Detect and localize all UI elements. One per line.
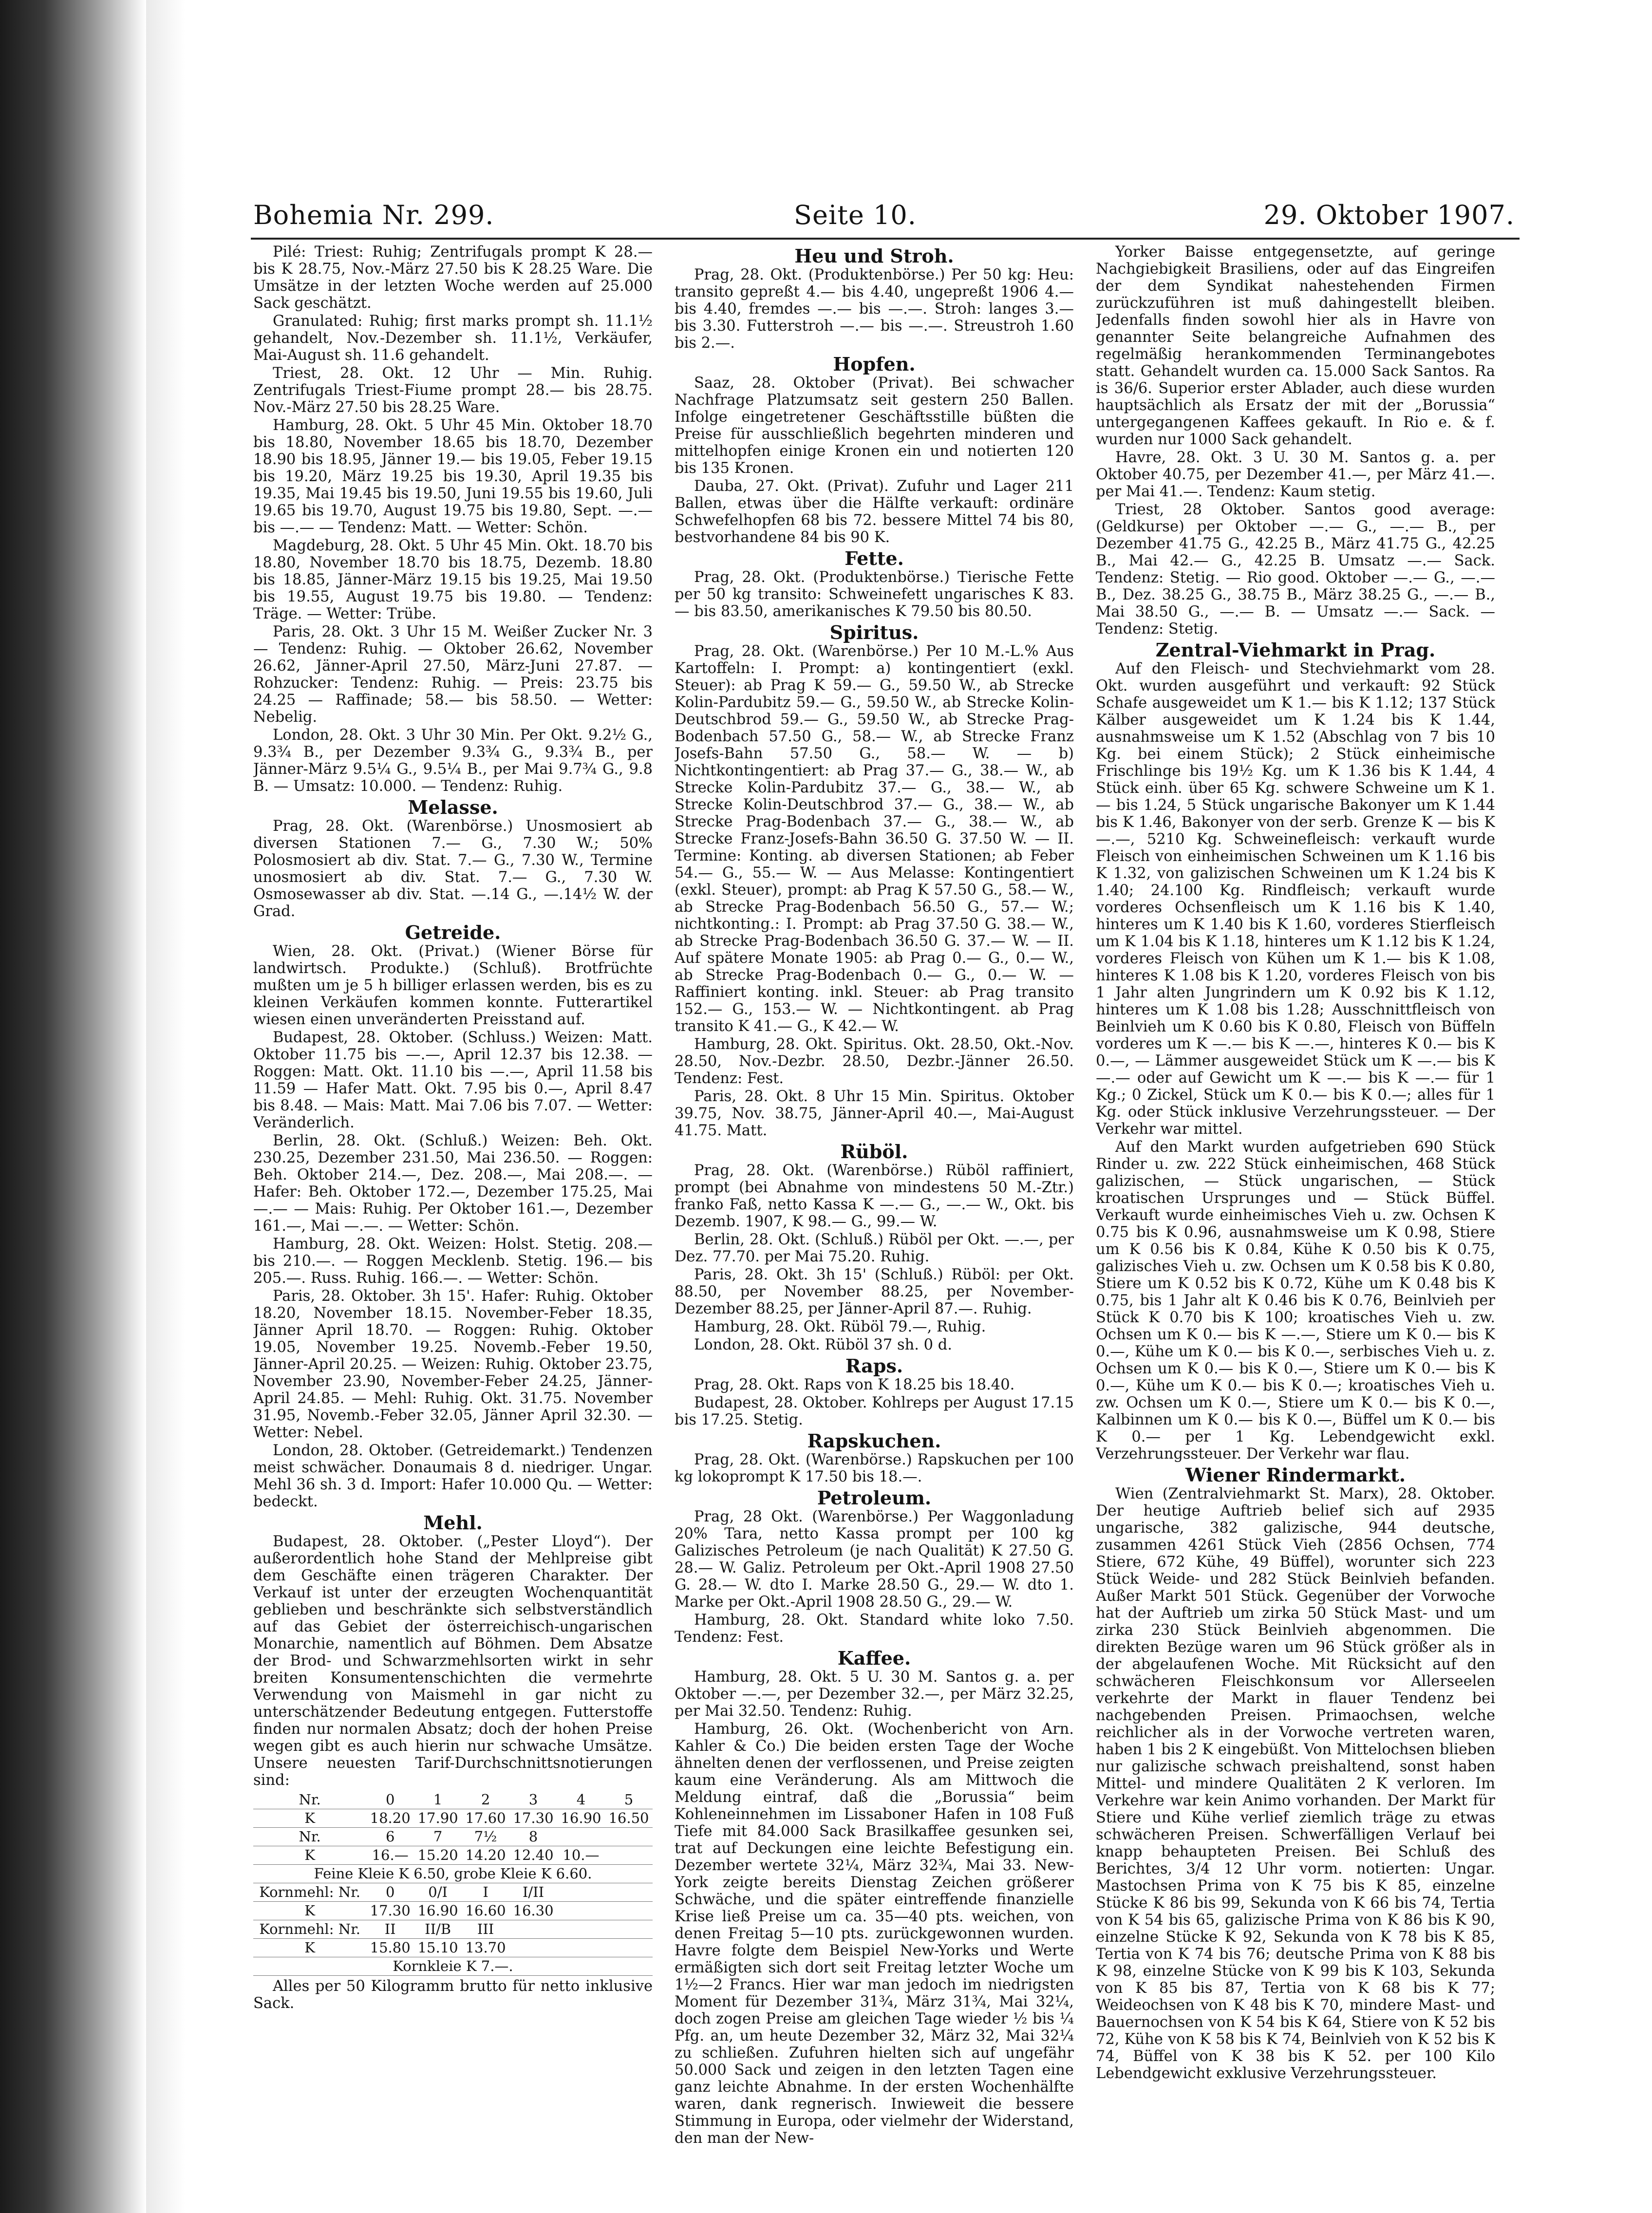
table-cell [509,1939,557,1957]
table-cell: 0 [366,1883,414,1902]
article-paragraph: Triest, 28 Oktober. Santos good average: (Geldkurse) per Oktober —.— G., —.— B., per Dezember 41.75 G., 42.25 B., März 41.75 G., 42.25 B., Mai 42.— G., 42.25 B. Umsatz —.— Sack. Tendenz: Stetig. — Rio good. Oktober —.— G., —.— B., Dez. 38.25 G., 38.75 B., März 38.25 G., —.— B., Mai 38.50 G., —.— B. — Umsatz —.— Sack. — Tendenz: Stetig. [1096,501,1495,638]
table-row [253,1791,653,1809]
section-heading: Rapskuchen. [807,1430,941,1452]
table-cell: 16.50 [605,1809,653,1828]
table-row [253,1865,653,1883]
table-cell: 12.40 [509,1846,557,1865]
article-paragraph: London, 28. Oktober. (Getreidemarkt.) Tendenzen meist schwächer. Donaumais 8 d. niedriger. Ungar. Mehl 36 sh. 3 d. Import: Hafer 10.000 Qu. — Wetter: bedeckt. [253,1442,653,1510]
section-heading: Zentral-Viehmarkt in Prag. [1155,639,1436,661]
article-paragraph: Triest, 28. Okt. 12 Uhr — Min. Ruhig. Zentrifugals Triest-Fiume prompt 28.— bis 28.75. Nov.-März 27.50 bis 28.25 Ware. [253,365,653,416]
table-cell [605,1939,653,1957]
table-cell [605,1846,653,1865]
table-cell: 5 [605,1791,653,1809]
table-cell: 1 [414,1791,462,1809]
table-cell: Kornmehl: Nr. [253,1883,366,1902]
article-paragraph: Havre, 28. Okt. 3 U. 30 M. Santos g. a. per Oktober 40.75, per Dezember 41.—, per März 41.—. per Mai 41.—. Tendenz: Kaum stetig. [1096,449,1495,500]
article-paragraph: Hamburg, 28. Okt. Standard white loko 7.50. Tendenz: Fest. [675,1612,1074,1646]
article-paragraph: Paris, 28. Okt. 8 Uhr 15 Min. Spiritus. Oktober 39.75, Nov. 38.75, Jänner-April 40.—, Mai-August 41.75. Matt. [675,1088,1074,1139]
table-cell [557,1883,605,1902]
table-cell: 14.20 [462,1846,509,1865]
table-cell: Kornkleie K 7.—. [253,1957,653,1976]
issue-number: Bohemia Nr. 299. [253,200,494,230]
table-cell: Nr. [253,1791,366,1809]
table-cell: 17.30 [509,1809,557,1828]
article-paragraph: Prag, 28. Okt. (Warenbörse.) Per 10 M.-L.% Aus Kartoffeln: I. Prompt: a) kontingentiert (exkl. Steuer): ab Prag K 59.— G., 59.50 W., ab Strecke Kolin-Pardubitz 59.— G., 59.50 W., ab Strecke Kolin-Deutschbrod 59.— G., 59.50 W., ab Strecke Prag-Bodenbach 57.50 G., 58.— W., ab Strecke Franz Josefs-Bahn 57.50 G., 58.— W. — b) Nichtkontingentiert: ab Prag 37.— G., 38.— W., ab Strecke Kolin-Pardubitz 37.— G., 38.— W., ab Strecke Kolin-Deutschbrod 37.— G., 38.— W., ab Strecke Prag-Bodenbach 37.— G., 38.— W., ab Strecke Franz-Josefs-Bahn 36.50 G. 37.50 W. — II. Termine: Konting. ab diversen Stationen; ab Feber 54.— G., 55.— W. — Aus Melasse: Kontingentiert (exkl. Steuer), prompt: ab Prag K 57.50 G., 58.— W., ab Strecke Prag-Bodenbach 56.50 G., 57.— W.; nichtkonting.: I. Prompt: ab Prag 37.50 G. 38.— W., ab Strecke Prag-Bodenbach 36.50 G. 37.— W. — II. Auf spätere Monate 1905: ab Prag 0.— G., 0.— W., ab Strecke Prag-Bodenbach 0.— G., 0.— W. — Raffiniert konting. inkl. Steuer: ab Prag transito 152.— G., 153.— W. — Nichtkontingent. ab Prag transito K 41.— G., K 42.— W. [675,643,1074,1035]
table-cell: K [253,1902,366,1920]
article-paragraph: Prag, 28. Okt. (Warenbörse.) Rapskuchen per 100 kg lokoprompt K 17.50 bis 18.—. [675,1451,1074,1485]
scan-shadow-edge [0,0,146,2213]
table-cell [605,1828,653,1846]
table-cell [557,1920,605,1939]
article-paragraph: Budapest, 28. Oktober. („Pester Lloyd“). Der außerordentlich hohe Stand der Mehlpreise gibt dem Geschäfte einen trägeren Charakter. Der Verkauf ist unter der erzeugten Wochenquantität geblieben und beschränkte sich selbstverständlich auf das Gebiet der österreichisch-ungarischen Monarchie, namentlich auf Böhmen. Dem Absatze der Brod- und Schwarzmehlsorten wirkt in sehr breiten Konsumentenschichten die vermehrte Verwendung von Maismehl in gar nicht zu unterschätzender Bedeutung entgegen. Futterstoffe finden nur normalen Absatz; doch der hohen Preise wegen gibt es auch hierin nur schwache Umsätze. Unsere neuesten Tarif-Durchschnittsnotierungen sind: [253,1533,653,1789]
table-cell: 0/I [414,1883,462,1902]
table-cell: 16.30 [509,1902,557,1920]
section-heading: Rüböl. [840,1141,908,1163]
table-cell: K [253,1809,366,1828]
column-left [253,244,653,2013]
article-paragraph: Wien (Zentralviehmarkt St. Marx), 28. Oktober. Der heutige Auftrieb belief sich auf 2935 ungarische, 382 galizische, 944 deutsche, zusammen 4261 Stück Vieh (2856 Ochsen, 774 Stiere, 672 Kühe, 49 Büffel), worunter sich 223 Stück Weide- und 282 Stück Beinlvieh befanden. Außer Markt 501 Stück. Gegenüber der Vorwoche hat der Auftrieb um zirka 50 Stück Mast- und um zirka 230 Stück Beinlvieh abgenommen. Die direkten Bezüge waren um 96 Stück größer als in der abgelaufenen Woche. Mit Rücksicht auf den schwächeren Fleischkonsum vor Allerseelen verkehrte der Markt in flauer Tendenz bei nachgebenden Preisen. Primaochsen, welche reichlicher als in der Vorwoche vertreten waren, haben 1 bis 2 K eingebüßt. Von Mittelochsen blieben nur galizische schwach preishaltend, sonst haben Mittel- und mindere Qualitäten 2 K verloren. Im Verkehre war kein Animo vorhanden. Der Markt für Stiere und Kühe verlief ziemlich träge zu etwas schwächeren Preisen. Schwerfälligen Verlauf bei knapp behaupteten Preisen. Bei Schluß des Berichtes, 3/4 12 Uhr vorm. notierten: Ungar. Mastochsen Prima von K 75 bis K 85, einzelne Stücke K 86 bis 99, Sekunda von K 66 bis 74, Tertia von K 54 bis 65, galizische Prima von K 86 bis K 90, einzelne Stücke K 92, Sekunda von K 78 bis K 85, Tertia von K 74 bis 76; deutsche Prima von K 88 bis K 98, einzelne Stücke von K 99 bis K 103, Sekunda von K 85 bis 87, Tertia von K 68 bis K 77; Weideochsen von K 48 bis K 70, mindere Mast- und Bauernochsen von K 54 bis K 64, Stiere von K 52 bis 72, Kühe von K 58 bis K 74, Beinlvieh von K 52 bis K 74, Büffel von K 38 bis K 52. per 100 Kilo Lebendgewicht exklusive Verzehrungssteuer. [1096,1485,1495,2082]
article-paragraph: Hamburg, 28. Okt. 5 Uhr 45 Min. Oktober 18.70 bis 18.80, November 18.65 bis 18.70, Dezember 18.90 bis 18.95, Jänner 19.— bis 19.05, Feber 19.15 bis 19.20, März 19.25 bis 19.30, April 19.35 bis 19.35, Mai 19.45 bis 19.50, Juni 19.55 bis 19.60, Juli 19.65 bis 19.70, August 19.75 bis 19.80, Sept. —.— bis —.— — Tendenz: Matt. — Wetter: Schön. [253,417,653,536]
table-row [253,1883,653,1902]
table-cell: 18.20 [366,1809,414,1828]
table-cell [557,1828,605,1846]
section-heading: Fette. [845,547,904,569]
article-paragraph: Hamburg, 28. Okt. Spiritus. Okt. 28.50, Okt.-Nov. 28.50, Nov.-Dezbr. 28.50, Dezbr.-Jänner 26.50. Tendenz: Fest. [675,1036,1074,1087]
table-cell: Kornmehl: Nr. [253,1920,366,1939]
section-heading: Petroleum. [817,1487,932,1509]
table-cell: 0 [366,1791,414,1809]
section-heading: Hopfen. [833,353,916,375]
table-cell [605,1920,653,1939]
table-cell: K [253,1939,366,1957]
page-number: Seite 10. [794,200,917,230]
table-row [253,1920,653,1939]
table-cell: 16.90 [557,1809,605,1828]
table-cell: 15.80 [366,1939,414,1957]
article-paragraph: Paris, 28. Oktober. 3h 15'. Hafer: Ruhig. Oktober 18.20, November 18.15. November-Feber 18.35, Jänner April 18.70. — Roggen: Ruhig. Oktober 19.05, November 19.25. Novemb.-Feber 19.50, Jänner-April 20.25. — Weizen: Ruhig. Oktober 23.75, November 23.90, November-Feber 24.25, Jänner-April 24.85. — Mehl: Ruhig. Okt. 31.75. November 31.95, Novemb.-Feber 32.05, Jänner April 32.30. — Wetter: Nebel. [253,1288,653,1441]
table-cell: 10.— [557,1846,605,1865]
table-cell: 15.10 [414,1939,462,1957]
article-paragraph: Hamburg, 28. Okt. Rüböl 79.—, Ruhig. [694,1318,986,1335]
section-heading: Mehl. [423,1512,483,1534]
header-rule [251,238,1520,240]
section-heading: Raps. [845,1355,903,1377]
table-cell: Feine Kleie K 6.50, grobe Kleie K 6.60. [253,1865,653,1883]
table-cell: 17.30 [366,1902,414,1920]
table-cell: 13.70 [462,1939,509,1957]
table-row [253,1939,653,1957]
table-cell [605,1883,653,1902]
table-row [253,1809,653,1828]
article-paragraph: Pilé: Triest: Ruhig; Zentrifugals prompt K 28.— bis K 28.75, Nov.-März 27.50 bis K 28.25 Ware. Die Umsätze in der letzten Woche werden auf 25.000 Sack geschätzt. [253,244,653,312]
article-paragraph: Hamburg, 28. Okt. Weizen: Holst. Stetig. 208.— bis 210.—. — Roggen Mecklenb. Stetig. 196.— bis 205.—. Russ. Ruhig. 166.—. — Wetter: Schön. [253,1236,653,1287]
article-paragraph: Saaz, 28. Oktober (Privat). Bei schwacher Nachfrage Platzumsatz seit gestern 250 Ballen. Infolge eingetretener Geschäftsstille büßten die Preise für ausschließlich begehrten minderen und mittelhopfen einige Kronen ein und notierten 120 bis 135 Kronen. [675,375,1074,477]
article-paragraph: Budapest, 28. Oktober. (Schluss.) Weizen: Matt. Oktober 11.75 bis —.—, April 12.37 bis 12.38. — Roggen: Matt. Okt. 11.10 bis —.—, April 11.58 bis 11.59 — Hafer Matt. Okt. 7.95 bis 0.—, April 8.47 bis 8.48. — Mais: Matt. Mai 7.06 bis 7.07. — Wetter: Veränderlich. [253,1029,653,1131]
article-paragraph: Prag, 28. Okt. Raps von K 18.25 bis 18.40. [694,1376,1015,1393]
issue-date: 29. Oktober 1907. [1263,200,1515,230]
article-paragraph: Paris, 28. Okt. 3 Uhr 15 M. Weißer Zucker Nr. 3 — Tendenz: Ruhig. — Oktober 26.62, November 26.62, Jänner-April 27.50, März-Juni 27.87. — Rohzucker: Tendenz: Ruhig. — Preis: 23.75 bis 24.25 — Raffinade; 58.— bis 58.50. — Wetter: Nebelig. [253,623,653,726]
article-paragraph: London, 28. Okt. 3 Uhr 30 Min. Per Okt. 9.2½ G., 9.3¾ B., per Dezember 9.3¾ G., 9.3¾ B., per Jänner-März 9.5¼ G., 9.5¼ B., per Mai 9.7¾ G., 9.8 B. — Umsatz: 10.000. — Tendenz: Ruhig. [253,727,653,795]
table-cell: 15.20 [414,1846,462,1865]
table-cell [605,1902,653,1920]
table-row [253,1957,653,1976]
newspaper-page [205,180,1529,2177]
article-paragraph: Hamburg, 28. Okt. 5 U. 30 M. Santos g. a. per Oktober —.—, per Dezember 32.—, per März 32.25, per Mai 32.50. Tendenz: Ruhig. [675,1669,1074,1720]
article-paragraph: Hamburg, 26. Okt. (Wochenbericht von Arn. Kahler & Co.) Die beiden ersten Tage der Woche ähnelten denen der verflossenen, und Preise zeigten kaum eine Veränderung. Als am Mittwoch die Meldung eintraf, daß die „Borussia“ beim Kohleneinnehmen im Lissaboner Hafen in 108 Fuß Tiefe mit 84.000 Sack Brasilkaffee gesunken sei, trat auf Deckungen eine leichte Befestigung ein. Dezember wertete 32¼, März 32¾, Mai 33. New-York zeigte bereits Dienstag Zeichen größerer Schwäche, und die später eintreffende finanzielle Krise ließ Preise um ca. 35—40 pts. weichen, von denen Freitag 5—10 pts. zurückgewonnen wurden. Havre folgte dem Beispiel New-Yorks und Werte ermäßigten sich dort seit Freitag letzter Woche um 1½—2 Francs. Hier war man jedoch im niedrigsten Moment für Dezember 31¾, März 31¾, Mai 32¼, doch zogen Preise am gleichen Tage wieder ½ bis ¼ Pfg. an, um heute Dezember 32, März 32, Mai 32¼ zu schließen. Zufuhren hielten sich auf ungefähr 50.000 Sack und zeigen in den letzten Tagen eine ganz leichte Abnahme. In der ersten Wochenhälfte waren, dank regnerisch. Inwieweit die bessere Stimmung in Europa, oder vielmehr der Widerstand, den man der New- [675,1721,1074,2147]
article-paragraph: London, 28. Okt. Rüböl 37 sh. 0 d. [694,1336,952,1353]
section-heading: Getreide. [405,921,501,943]
table-cell: Nr. [253,1828,366,1846]
table-cell: K [253,1846,366,1865]
article-paragraph: Dauba, 27. Okt. (Privat). Zufuhr und Lager 211 Ballen, etwas über die Hälfte verkauft: ordinäre Schwefelhopfen 68 bis 72. bessere Mittel 74 bis 80, bestvorhandene 84 bis 90 K. [675,478,1074,546]
table-cell: 16.90 [414,1902,462,1920]
table-cell: I/II [509,1883,557,1902]
article-paragraph: Prag, 28 Okt. (Warenbörse.) Per Waggonladung 20% Tara, netto Kassa prompt per 100 kg Galizisches Petroleum (je nach Qualität) K 27.50 G. 28.— W. Galiz. Petroleum per Okt.-April 1908 27.50 G. 28.— W. dto I. Marke 28.50 G., 29.— W. dto 1. Marke per Okt.-April 1908 28.50 G., 29.— W. [675,1508,1074,1611]
table-cell: III [462,1920,509,1939]
article-paragraph: Prag, 28. Okt. (Warenbörse.) Rüböl raffiniert, prompt (bei Abnahme von mindestens 50 M.-Ztr.) franko Faß, netto Kassa K —.— G., —.— W., Okt. bis Dezemb. 1907, K 98.— G., 99.— W. [675,1162,1074,1230]
table-cell: 8 [509,1828,557,1846]
table-row [253,1902,653,1920]
scan-shadow-fade [146,0,185,2213]
table-cell [557,1902,605,1920]
article-paragraph: Prag, 28. Okt. (Produktenbörse.) Per 50 kg: Heu: transito gepreßt 4.— bis 4.40, ungepreßt 1906 4.— bis 4.40, fremdes —.— bis —.—. Stroh: langes 3.— bis 3.30. Futterstroh —.— bis —.—. Streustroh 1.60 bis 2.—. [675,266,1074,352]
table-cell: 17.60 [462,1809,509,1828]
article-paragraph: Budapest, 28. Oktober. Kohlreps per August 17.15 bis 17.25. Stetig. [675,1394,1074,1428]
section-heading: Kaffee. [837,1647,911,1669]
article-paragraph: Prag, 28. Okt. (Warenbörse.) Unosmosiert ab diversen Stationen 7.— G., 7.30 W.; 50% Polosmosiert ab div. Stat. 7.— G., 7.30 W., Termine unosmosiert ab div. Stat. 7.— G., 7.30 W. Osmosewasser ab div. Stat. —.14 G., —.14½ W. der Grad. [253,818,653,920]
flour-price-table [253,1791,653,1976]
article-paragraph: Granulated: Ruhig; first marks prompt sh. 11.1½ gehandelt, Nov.-Dezember sh. 11.1½, Verkäufer, Mai-August sh. 11.6 gehandelt. [253,313,653,364]
section-heading: Heu und Stroh. [794,245,954,267]
article-paragraph: Paris, 28. Okt. 3h 15' (Schluß.) Rüböl: per Okt. 88.50, per November 88.25, per November-Dezember 88.25, per Jänner-April 87.—. Ruhig. [675,1266,1074,1317]
article-paragraph: Alles per 50 Kilogramm brutto für netto inklusive Sack. [253,1978,653,2012]
section-heading: Wiener Rindermarkt. [1185,1464,1406,1486]
table-cell: 16.— [366,1846,414,1865]
column-right [1096,244,1495,2083]
article-paragraph: Prag, 28. Okt. (Produktenbörse.) Tierische Fette per 50 kg transito: Schweinefett ungarisches K 83.— bis 83.50, amerikanisches K 79.50 bis 80.50. [675,569,1074,620]
article-paragraph: Magdeburg, 28. Okt. 5 Uhr 45 Min. Okt. 18.70 bis 18.80, November 18.70 bis 18.75, Dezemb. 18.80 bis 18.85, Jänner-März 19.15 bis 19.25, Mai 19.50 bis 19.55, August 19.75 bis 19.80. — Tendenz: Träge. — Wetter: Trübe. [253,537,653,622]
table-cell: 16.60 [462,1902,509,1920]
table-row [253,1846,653,1865]
article-paragraph: Yorker Baisse entgegensetzte, auf geringe Nachgiebigkeit Brasiliens, oder auf das Eingreifen der dem Syndikat nahestehenden Firmen zurückzuführen ist muß dahingestellt bleiben. Jedenfalls finden sowohl hier als in Havre von genannter Seite belangreiche Aufnahmen des regelmäßig herankommenden Terminangebotes statt. Gehandelt wurden ca. 15.000 Sack Santos. Ra is 36/6. Superior erster Ablader, auch diese wurden hauptsächlich als Ersatz der mit der „Borussia“ untergegangenen Kaffees gekauft. In Rio e. & f. wurden nur 1000 Sack gehandelt. [1096,244,1495,448]
article-paragraph: Berlin, 28. Okt. (Schluß.) Weizen: Beh. Okt. 230.25, Dezember 231.50, Mai 236.50. — Roggen: Beh. Oktober 214.—, Dez. 208.—, Mai 208.—. — Hafer: Beh. Oktober 172.—, Dezember 175.25, Mai —.— — Mais: Ruhig. Per Oktober 161.—, Dezember 161.—, Mai —.—. — Wetter: Schön. [253,1132,653,1235]
article-paragraph: Wien, 28. Okt. (Privat.) (Wiener Börse für landwirtsch. Produkte.) (Schluß). Brotfrüchte mußten um je 5 h billiger erlassen werden, bis es zu kleinen Verkäufen kommen konnte. Futterartikel wiesen einen unveränderten Preisstand auf. [253,943,653,1028]
table-cell: I [462,1883,509,1902]
table-cell: 4 [557,1791,605,1809]
table-cell [509,1920,557,1939]
table-cell: 7 [414,1828,462,1846]
table-cell: 17.90 [414,1809,462,1828]
table-cell: 3 [509,1791,557,1809]
table-cell: 2 [462,1791,509,1809]
article-paragraph: Auf den Fleisch- und Stechviehmarkt vom 28. Okt. wurden ausgeführt und verkauft: 92 Stück Schafe ausgeweidet um K 1.— bis K 1.12; 137 Stück Kälber ausgeweidet um K 1.24 bis K 1.44, ausnahmsweise um K 1.52 (Abschlag von 7 bis 10 Kg. bei einem Stück); 2 Stück einheimische Frischlinge bis 19½ Kg. um K 1.36 bis K 1.44, 4 Stück einh. über 65 Kg. schwere Schweine um K 1.— bis 1.24, 5 Stück ungarische Bakonyer um K 1.44 bis K 1.46, Bakonyer von der serb. Grenze K — bis K —.—, 5210 Kg. Schweinefleisch: verkauft wurde Fleisch von einheimischen Schweinen um K 1.16 bis K 1.32, von galizischen Schweinen um K 1.24 bis K 1.40; 24.100 Kg. Rindfleisch; verkauft wurde vorderes Ochsenfleisch um K 1.16 bis K 1.40, hinteres um K 1.40 bis K 1.60, vorderes Stierfleisch um K 1.04 bis K 1.18, hinteres um K 1.12 bis K 1.24, vorderes Fleisch von Kühen um K 1.— bis K 1.08, hinteres K 1.08 bis K 1.20, vorderes Fleisch von bis 1 Jahr alten Jungrindern um K 0.92 bis K 1.12, hinteres um K 1.08 bis 1.28; Ausschnittfleisch von Beinlvieh um K 0.60 bis K 0.80, Fleisch von Büffeln vorderes um K —.— bis K —.—, hinteres K 0.— bis K 0.—, — Lämmer ausgeweidet Stück um K —.— bis K —.— oder auf Gewicht um K —.— bis K —.— für 1 Kg.; 0 Zickel, Stück um K 0.— bis K 0.—; alles für 1 Kg. oder Stück inklusive Verzehrungssteuer. — Der Verkehr war mittel. [1096,660,1495,1138]
table-cell: 6 [366,1828,414,1846]
table-cell [557,1939,605,1957]
article-paragraph: Auf den Markt wurden aufgetrieben 690 Stück Rinder u. zw. 222 Stück einheimischen, 468 Stück galizischen, — Stück ungarischen, — Stück kroatischen Ursprunges und — Stück Büffel. Verkauft wurde einheimisches Vieh u. zw. Ochsen K 0.75 bis K 0.96, ausnahmsweise um K 0.98, Stiere um K 0.56 bis K 0.84, Kühe K 0.50 bis K 0.75, galizisches Vieh u. zw. Ochsen um K 0.58 bis K 0.80, Stiere um K 0.52 bis K 0.72, Kühe um K 0.48 bis K 0.75, bis 1 Jahr alt K 0.46 bis K 0.76, Beinlvieh per Stück K 0.70 bis K 100; kroatisches Vieh u. zw. Ochsen um K 0.— bis K —.—, Stiere um K 0.— bis K 0.—, Kühe um K 0.— bis K 0.—, serbisches Vieh u. z. Ochsen um K 0.— bis K 0.—, Stiere um K 0.— bis K 0.—, Kühe um K 0.— bis K 0.—; kroatisches Vieh u. zw. Ochsen um K 0.—, Stiere um K 0.— bis K 0.—, Kalbinnen um K 0.— bis K 0.—, Büffel um K 0.— bis K 0.— per 1 Kg. Lebendgewicht exkl. Verzehrungssteuer. Der Verkehr war flau. [1096,1139,1495,1463]
table-cell: 7½ [462,1828,509,1846]
table-row [253,1828,653,1846]
section-heading: Melasse. [408,796,498,818]
table-cell: II [366,1920,414,1939]
table-cell: II/B [414,1920,462,1939]
section-heading: Spiritus. [829,621,919,643]
column-middle [675,244,1074,2148]
article-paragraph: Berlin, 28. Okt. (Schluß.) Rüböl per Okt. —.—, per Dez. 77.70. per Mai 75.20. Ruhig. [675,1231,1074,1265]
